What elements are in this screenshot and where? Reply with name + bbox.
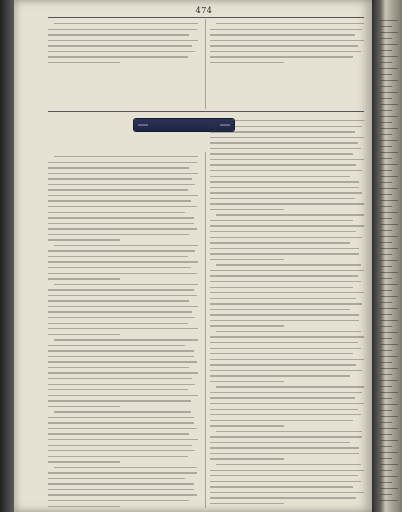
edge-text-line [380,362,392,363]
edge-text-line [380,188,398,189]
edge-text-line [380,326,392,327]
edge-text-line [380,500,398,501]
edge-text-line [380,230,392,231]
edge-text-line [380,128,398,129]
edge-text-line [380,242,392,243]
edge-text-line [380,80,398,81]
edge-text-line [380,236,398,237]
edge-text-line [380,332,398,333]
edge-text-line [380,410,392,411]
edge-text-line [380,380,398,381]
edge-text-line [380,320,398,321]
edge-text-line [380,104,398,105]
edge-text-line [380,32,398,33]
text-line [48,503,198,509]
edge-text-line [380,284,398,285]
edge-text-line [380,176,398,177]
edge-text-line [380,212,398,213]
edge-text-line [380,194,392,195]
edge-text-line [380,440,398,441]
edge-text-line [380,482,392,483]
edge-text-line [380,416,398,417]
edge-text-line [380,62,392,63]
right-column [210,118,364,506]
book-spine [0,0,14,512]
edge-text-line [380,224,398,225]
edge-text-line [380,290,392,291]
article-title [150,121,218,129]
edge-text-line [380,56,398,57]
edge-text-line [380,152,398,153]
header-rule [48,17,364,18]
next-page-edge [372,0,402,512]
edge-text-line [380,38,392,39]
section-rule [48,111,364,112]
edge-text-line [380,392,398,393]
edge-text-line [380,122,392,123]
edge-text-line [380,200,398,201]
edge-text-line [380,116,398,117]
edge-text-line [380,92,398,93]
column-divider [205,152,206,508]
edge-text-line [380,260,398,261]
left-column [48,154,198,509]
edge-text-line [380,404,398,405]
edge-text-line [380,344,398,345]
edge-text-line [380,248,398,249]
edge-text-line [380,458,392,459]
edge-text-line [380,44,398,45]
edge-text-line [380,488,398,489]
edge-text-line [380,182,392,183]
edge-text-line [380,452,398,453]
edge-text-line [380,386,392,387]
edge-text-line [380,278,392,279]
edge-text-line [380,206,392,207]
page-number: 474 [195,6,213,15]
edge-text-line [380,302,392,303]
edge-text-line [380,146,392,147]
edge-text-line [380,158,392,159]
edge-text-line [380,134,392,135]
edge-text-line [380,272,398,273]
edge-text-line [380,110,392,111]
edge-text-line [380,98,392,99]
edge-text-line [380,434,392,435]
edge-text-line [380,446,392,447]
edge-text-line [380,314,392,315]
text-line [210,501,364,507]
title-ornament-left [138,124,148,126]
edge-text-line [380,374,392,375]
edge-text-line [380,494,392,495]
edge-text-line [380,86,392,87]
edge-text-line [380,338,392,339]
text-line [48,60,198,66]
edge-text-line [380,350,392,351]
top-left-column [48,21,198,65]
edge-text-line [380,164,398,165]
edge-text-line [380,254,392,255]
edge-text-line [380,68,398,69]
magazine-page [14,0,372,512]
edge-text-line [380,428,398,429]
edge-text-line [380,398,392,399]
edge-text-line [380,20,398,21]
edge-text-line [380,50,392,51]
edge-text-line [380,170,392,171]
edge-text-line [380,470,392,471]
top-right-column [210,21,364,65]
edge-text-line [380,296,398,297]
edge-text-line [380,218,392,219]
edge-text-line [380,476,398,477]
edge-text-line [380,140,398,141]
edge-text-line [380,356,398,357]
edge-text-line [380,308,398,309]
edge-text-line [380,266,392,267]
edge-text-line [380,368,398,369]
text-line [210,60,364,66]
edge-text-line [380,422,392,423]
top-column-divider [205,19,206,109]
edge-text-line [380,74,392,75]
edge-text-line [380,464,398,465]
edge-text-line [380,26,392,27]
